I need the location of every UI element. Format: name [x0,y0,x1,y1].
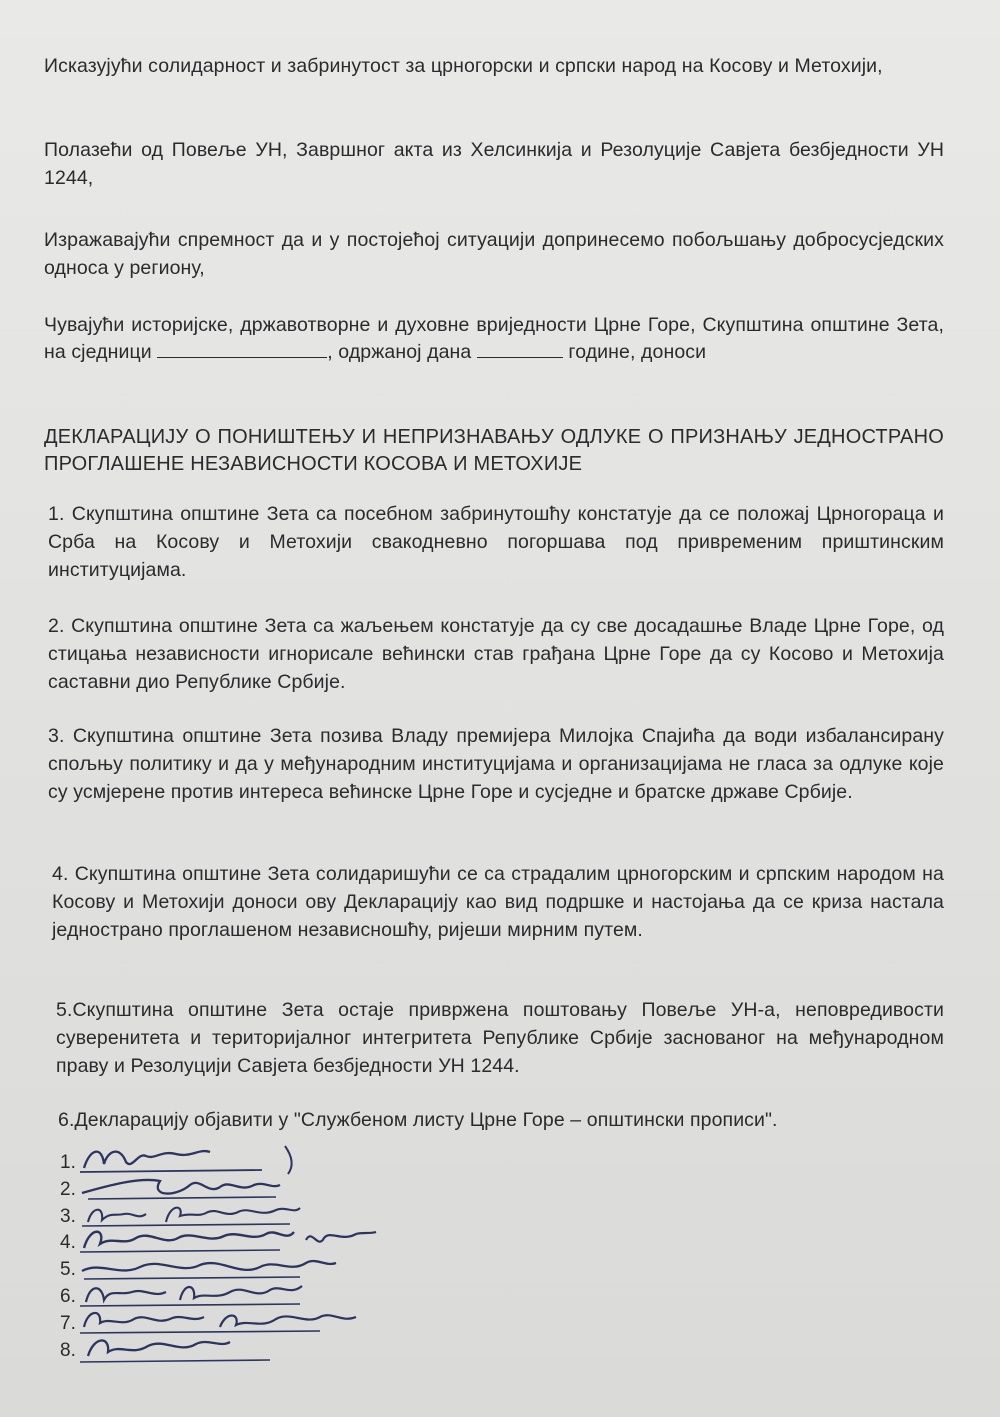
article-text: 6.Декларацију објавити у "Службеном листу Црне Горе – општински прописи". [58,1109,778,1131]
signature-list [60,1150,380,1364]
signature-number: 6. [60,1285,76,1307]
article-3 [48,722,944,806]
signature-row-8 [60,1338,380,1365]
paragraph-text: Исказујући солидарност и забринутост за црногорски и српски народ на Косову и Метохији, [44,55,883,77]
article-text: 1. Скупштина општине Зета са посебном забринутошћу констатује да се положај Црногораца и Срба на Косову и Метохији свакодневно погоршава под привременим приштинским институцијама. [48,503,944,581]
article-1 [48,500,944,584]
session-paragraph [44,312,944,366]
signature-number: 3. [60,1205,76,1227]
date-blank-line [477,339,563,358]
signature-number: 8. [60,1339,76,1361]
signature-number: 4. [60,1232,76,1254]
article-2 [48,612,944,696]
session-blank-line [157,339,327,358]
article-text: 3. Скупштина општине Зета позива Владу премијера Милојка Спајића да води избалансирану спољњу политику и да у међународним институцијама и организацијама не гласа за одлуке које су усмјерене против интереса већинске Црне Горе и сусједне и братске државе Србије. [48,725,944,803]
preamble-paragraph-2 [44,136,944,192]
article-text: 2. Скупштина општине Зета са жаљењем констатује да су све досадашње Владе Црне Горе, од стицања независности игнорисале већински став грађана Црне Горе да су Косово и Метохија саставни дио Републике Србије. [48,615,944,693]
session-text-3: године, доноси [568,341,707,363]
signature-number: 7. [60,1312,76,1334]
preamble-paragraph-3 [44,226,944,282]
paragraph-text: Полазећи од Повеље УН, Завршног акта из Хелсинкија и Резолуције Савјета безбједности УН 1244, [44,139,944,189]
article-text: 4. Скупштина општине Зета солидаришући се са страдалим црногорским и српским народом на Косову и Метохији доноси ову Декларацију као вид подршке и настојања да се криза настала једнострано проглашеном независношћу, ријеши мирним путем. [52,863,944,941]
handwritten-signature-8 [80,1328,380,1366]
signature-number: 2. [60,1178,76,1200]
session-text-2: , одржаној дана [327,341,472,363]
session-text-1: Чувајући историјске, државотворне и духовне вриједности Црне Горе, Скупштина општине Зета, на сједници [44,314,944,363]
paragraph-text: Изражавајући спремност да и у постојећој ситуацији допринесемо побољшању добросусједских односа у региону, [44,229,944,279]
preamble-paragraph-1 [44,52,944,80]
article-text: 5.Скупштина општине Зета остаје привржена поштовању Повеље УН-а, неповредивости суверенитета и територијалног интегритета Републике Србије заснованог на међународном праву и Резолуцији Савјета безбједности УН 1244. [56,999,944,1077]
signature-number: 1. [60,1152,76,1173]
signature-number: 5. [60,1259,76,1281]
article-6 [58,1106,944,1134]
article-4 [52,860,944,944]
declaration-title [44,424,944,478]
declaration-title-text: ДЕКЛАРАЦИЈУ О ПОНИШТЕЊУ И НЕПРИЗНАВАЊУ ОДЛУКЕ О ПРИЗНАЊУ ЈЕДНОСТРАНО ПРОГЛАШЕНЕ НЕЗАВИСНОСТИ КОСОВА И МЕТОХИЈЕ [44,426,944,475]
article-5 [56,996,944,1080]
